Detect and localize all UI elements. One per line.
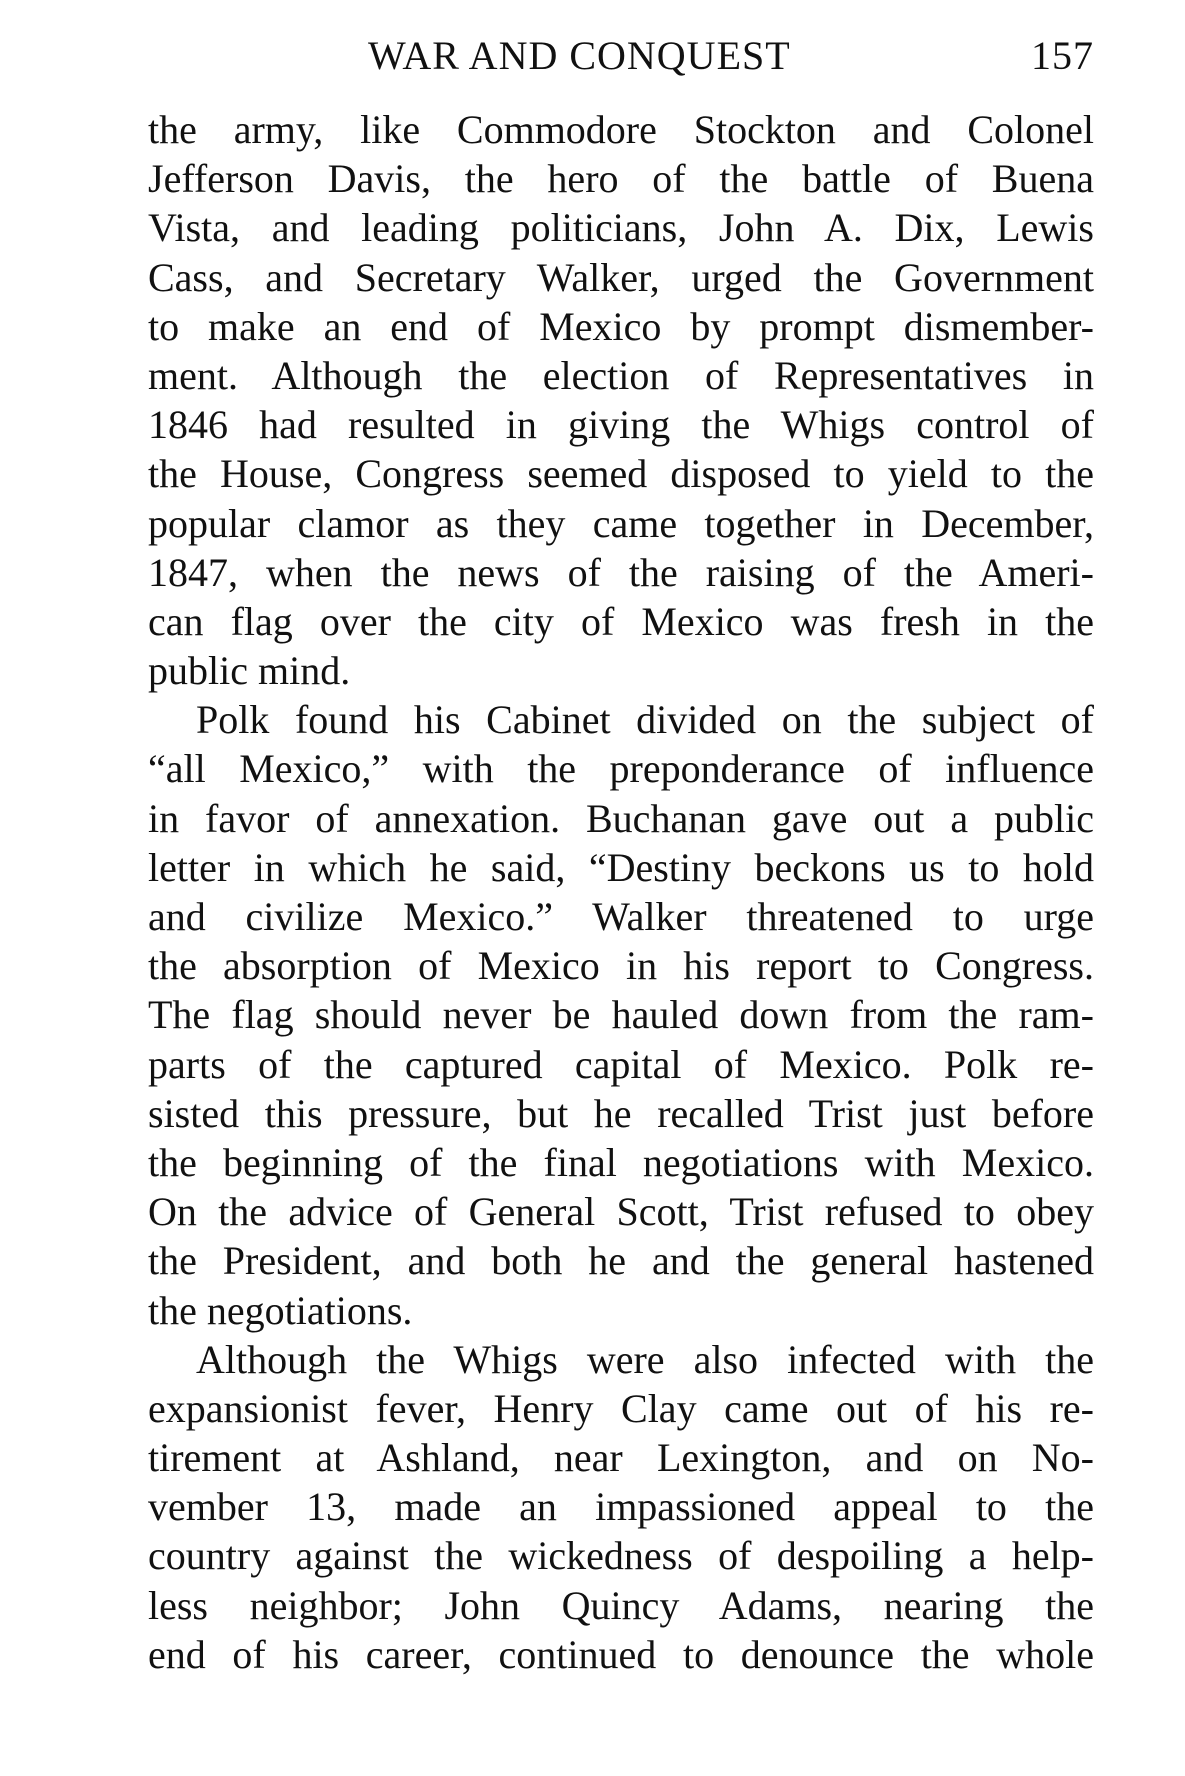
text-line: public mind. <box>148 648 351 694</box>
text-line: less neighbor; John Quincy Adams, nearing the <box>148 1582 1094 1628</box>
text-line: Jefferson Davis, the hero of the battle of Buena <box>148 156 1094 202</box>
text-line: vember 13, made an impassioned appeal to the <box>148 1484 1094 1530</box>
running-head <box>148 32 1094 82</box>
text-line: the President, and both he and the general hastened <box>148 1238 1094 1284</box>
text-line: the absorption of Mexico in his report to Congress. <box>148 943 1094 989</box>
text-line: 1847, when the news of the raising of the Ameri- <box>148 549 1094 595</box>
text-line: 1846 had resulted in giving the Whigs control of <box>148 402 1094 448</box>
text-line: the House, Congress seemed disposed to yield to the <box>148 451 1094 497</box>
body-text <box>148 105 1094 1679</box>
text-line: end of his career, continued to denounce the whole <box>148 1631 1094 1677</box>
text-line: popular clamor as they came together in December, <box>148 500 1094 546</box>
text-line: Vista, and leading politicians, John A. Dix, Lewis <box>148 205 1094 251</box>
page-number: 157 <box>1031 33 1094 78</box>
text-line: to make an end of Mexico by prompt dismember- <box>148 303 1094 349</box>
text-line: expansionist fever, Henry Clay came out of his re- <box>148 1385 1094 1431</box>
text-line: sisted this pressure, but he recalled Trist just before <box>148 1090 1094 1136</box>
text-line: The flag should never be hauled down from the ram- <box>148 992 1094 1038</box>
text-line: letter in which he said, “Destiny beckons us to hold <box>148 844 1094 890</box>
text-line: ment. Although the election of Representatives in <box>148 352 1094 398</box>
text-line: country against the wickedness of despoiling a help- <box>148 1533 1094 1579</box>
running-title: WAR AND CONQUEST <box>368 33 791 78</box>
text-line: On the advice of General Scott, Trist refused to obey <box>148 1189 1094 1235</box>
text-line: Polk found his Cabinet divided on the subject of <box>196 697 1094 743</box>
text-line: and civilize Mexico.” Walker threatened to urge <box>148 894 1094 939</box>
text-line: Although the Whigs were also infected with the <box>196 1336 1094 1382</box>
text-line: the negotiations. <box>148 1287 413 1333</box>
text-line: parts of the captured capital of Mexico. Polk re- <box>148 1041 1094 1087</box>
text-line: Cass, and Secretary Walker, urged the Government <box>148 254 1094 300</box>
text-line: can flag over the city of Mexico was fresh in the <box>148 598 1094 644</box>
text-line: the army, like Commodore Stockton and Colonel <box>148 107 1094 152</box>
text-line: the beginning of the final negotiations with Mexico. <box>148 1139 1094 1185</box>
text-line: tirement at Ashland, near Lexington, and on No- <box>148 1435 1094 1481</box>
text-line: in favor of annexation. Buchanan gave out a public <box>148 795 1094 841</box>
text-line: “all Mexico,” with the preponderance of influence <box>148 746 1094 792</box>
